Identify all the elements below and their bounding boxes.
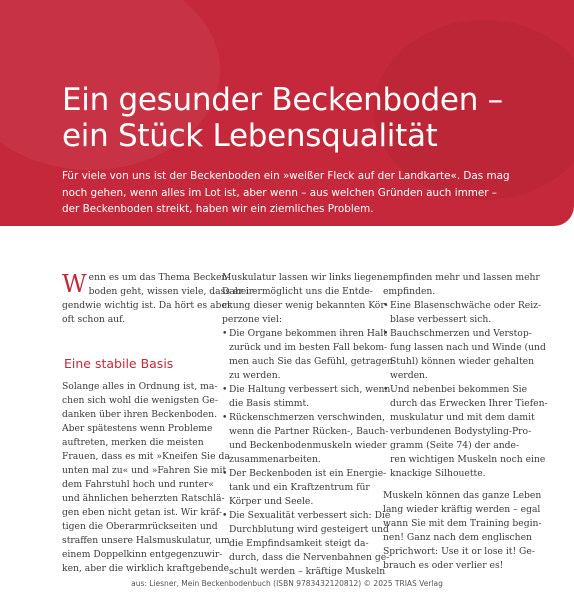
bullet-item	[222, 327, 393, 383]
column-3	[383, 271, 548, 573]
text-line: perzone viel:	[222, 314, 282, 325]
text-line: durch das Erwecken Ihrer Tiefen-	[390, 398, 548, 409]
text-line: ren wichtigen Muskeln noch eine	[390, 454, 546, 465]
bullet-item	[222, 411, 389, 467]
text-line: ckung dieser wenig bekannten Kör-	[222, 300, 388, 311]
text-line: straffen unsere Halsmuskulatur, um	[62, 535, 230, 546]
paragraph-gap	[383, 481, 533, 489]
text-line: zu werden.	[229, 370, 281, 381]
title-line: ein Stück Lebensqualität	[62, 118, 438, 154]
text-line: die Empfindsamkeit steigt da-	[229, 538, 369, 549]
text-line: wann Sie mit dem Training begin-	[383, 518, 542, 529]
text-line: brauch es oder verlier es!	[383, 560, 504, 571]
text-line: danken über ihren Beckenboden.	[62, 409, 218, 420]
text-line: • Rückenschmerzen verschwinden,	[229, 412, 386, 423]
header-banner	[0, 0, 574, 226]
text-line: Sprichwort: Use it or lose it! Ge-	[383, 546, 535, 557]
drop-cap: W	[62, 270, 87, 298]
text-line: Muskeln können das ganze Leben	[383, 490, 542, 501]
text-line: Körper und Seele.	[229, 496, 314, 507]
title-line: Ein gesunder Beckenboden –	[62, 82, 503, 118]
text-line: Dabei ermöglicht uns die Entde-	[222, 286, 373, 297]
text-line: und Beckenbodenmuskeln wieder	[229, 440, 387, 451]
text-line: oft schon auf.	[62, 314, 126, 325]
text-line: • Der Beckenboden ist ein Energie-	[229, 468, 387, 479]
bullet-item	[222, 509, 391, 579]
text-line: tank und ein Kraftzentrum für	[229, 482, 370, 493]
text-line: wenn die Partner Rücken-, Bauch-	[229, 426, 389, 437]
text-line: die Basis stimmt.	[229, 398, 310, 409]
text-line: enn es um das Thema Becken-	[88, 272, 231, 283]
text-line: ken, aber die wirklich kraftgebende	[62, 563, 230, 574]
text-line: Durchblutung wird gesteigert und	[229, 524, 389, 535]
text-line: zusammenarbeiten.	[229, 454, 321, 465]
text-line: • Die Haltung verbessert sich, wenn	[229, 384, 391, 395]
text-line: fung lassen nach und Winde (und	[390, 342, 546, 353]
text-line: chen sich wohl die wenigsten Ge-	[62, 395, 218, 406]
text-line: blase verbessert sich.	[390, 314, 492, 325]
text-line: und ähnlichen beherzten Ratschlä-	[62, 493, 225, 504]
text-line: tigen die Oberarmrückseiten und	[62, 521, 218, 532]
text-line: lang wieder kräftig werden – egal	[383, 504, 541, 515]
text-line: gen eben nicht getan ist. Wir kräf-	[62, 507, 222, 518]
column-2	[222, 271, 393, 579]
bullet-item	[383, 383, 548, 481]
text-line: Stuhl) können wieder gehalten	[390, 356, 535, 367]
text-line: Frauen, dass es mit »Kneifen Sie da	[62, 451, 230, 462]
text-line: • Bauchschmerzen und Verstop-	[390, 328, 532, 339]
bullet-item	[222, 383, 391, 411]
text-line: Aber spätestens wenn Probleme	[62, 423, 213, 434]
text-line: werden.	[390, 370, 428, 381]
text-line: • Eine Blasenschwäche oder Reiz-	[390, 300, 542, 311]
text-line: dem Fahrstuhl hoch und runter«	[62, 479, 215, 490]
text-line: Muskulatur lassen wir links liegen.	[222, 272, 386, 283]
column-1-body	[62, 380, 230, 576]
text-line: einem Doppelkinn entgegenzuwir-	[62, 549, 223, 560]
text-line: boden geht, wissen viele, dass er ir-	[88, 286, 257, 297]
text-line: knackige Silhouette.	[390, 468, 486, 479]
text-line: gramm (Seite 74) der ande-	[390, 440, 520, 451]
text-line: nen! Ganz nach dem englischen	[383, 532, 532, 543]
text-line: zurück und im besten Fall bekom-	[229, 342, 388, 353]
text-line: durch, dass die Nervenbahnen ge-	[229, 552, 390, 563]
text-line: • Die Sexualität verbessert sich: Die	[229, 510, 391, 521]
source-footer: aus: Liesner, Mein Beckenbodenbuch (ISBN 9783432120812) © 2025 TRIAS Verlag	[131, 579, 443, 588]
text-line: unten mal zu« und »Fahren Sie mit	[62, 465, 227, 476]
text-line: • Die Organe bekommen ihren Halt	[229, 328, 387, 339]
bullet-item	[222, 467, 387, 509]
intro-line: der Beckenboden streikt, haben wir ein ziemliches Problem.	[62, 203, 374, 215]
text-line: verbundenen Bodystyling-Pro-	[390, 426, 532, 437]
text-line: muskulatur und mit dem damit	[390, 412, 535, 423]
bullet-item	[383, 299, 542, 327]
bullet-item	[383, 327, 546, 383]
text-line: empfinden mehr und lassen mehr	[383, 272, 540, 283]
text-line: auftreten, merken die meisten	[62, 437, 204, 448]
intro-paragraph	[62, 168, 562, 218]
text-line: men auch Sie das Gefühl, getragen	[229, 356, 393, 367]
section-heading: Eine stabile Basis	[64, 356, 174, 371]
text-line: gendwie wichtig ist. Da hört es aber	[62, 300, 232, 311]
text-line: schult werden – kräftige Muskeln	[229, 566, 386, 577]
page-title	[62, 82, 503, 154]
intro-line: Für viele von uns ist der Beckenboden ein »weißer Fleck auf der Landkarte«. Das mag	[62, 170, 510, 182]
intro-line: noch gehen, wenn alles im Lot ist, aber wenn – aus welchen Gründen auch immer –	[62, 186, 497, 199]
text-line: Solange alles in Ordnung ist, ma-	[62, 381, 218, 392]
text-line: empfinden.	[383, 286, 436, 297]
text-line: • Und nebenbei bekommen Sie	[390, 384, 528, 395]
